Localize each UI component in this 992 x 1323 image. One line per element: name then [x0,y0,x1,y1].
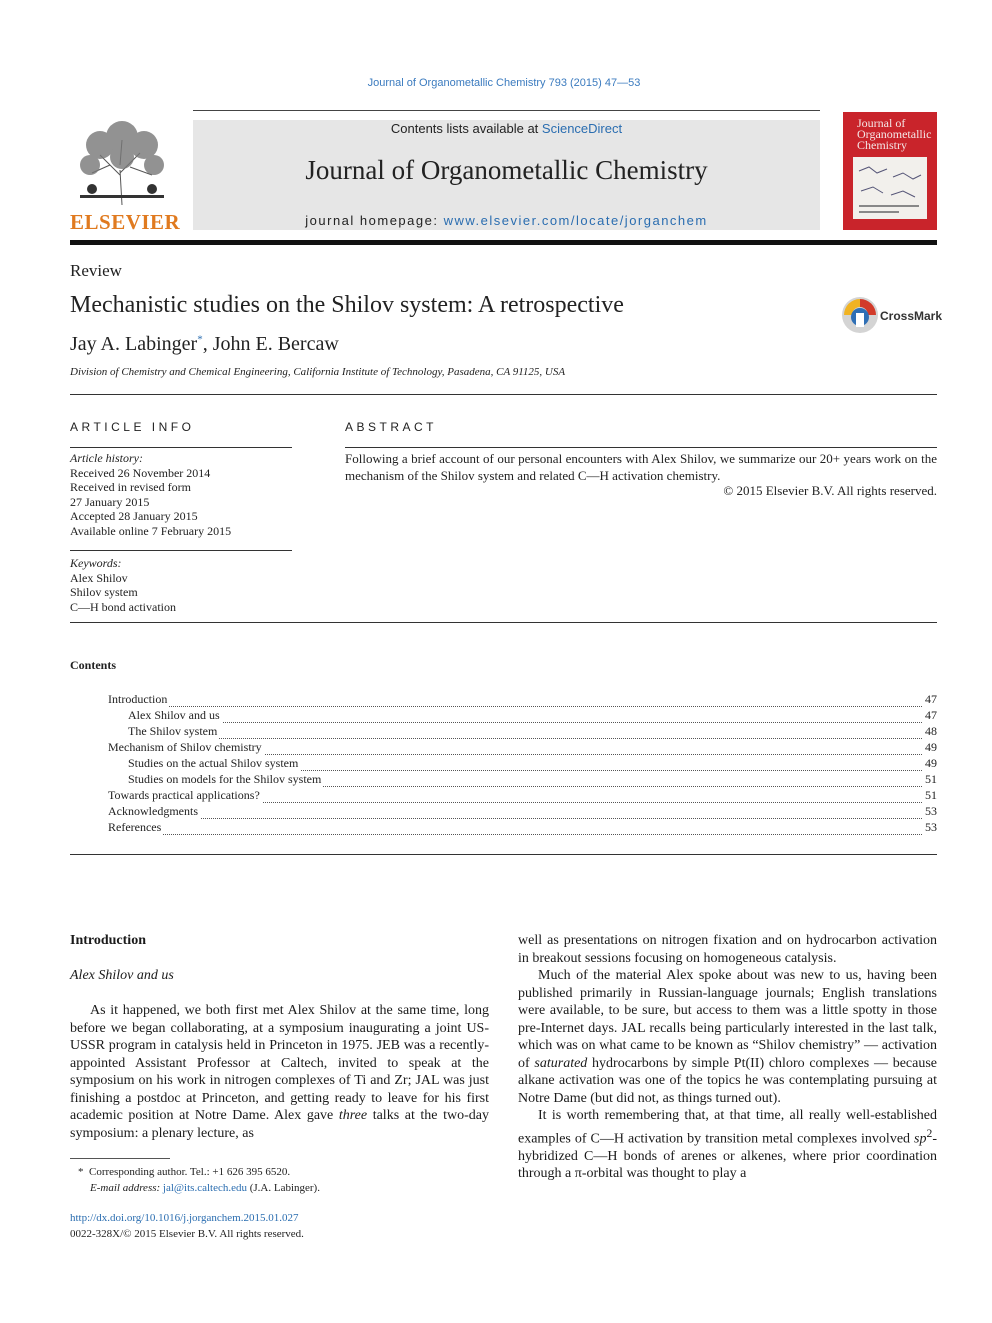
toc-label[interactable]: Studies on the actual Shilov system [128,756,299,770]
toc-entry-introduction[interactable] [0,692,992,708]
homepage-link[interactable]: www.elsevier.com/locate/jorganchem [443,213,708,228]
header-thick-rule [70,240,937,245]
toc-leader [130,724,922,739]
doi-link[interactable]: http://dx.doi.org/10.1016/j.jorganchem.2015.01.027 [70,1212,299,1224]
footnote-corresponding [78,1164,320,1180]
paragraph [70,1002,489,1142]
toc-leader [110,692,922,707]
text-run: It is worth remembering that, at that time, all really well-established examples of C—H activation by transition metal complexes involved [518,1108,937,1147]
footnote-mark: * [78,1166,84,1178]
toc-entry-applications[interactable] [0,788,992,804]
doi-block [70,1210,304,1242]
keyword-item: Shilov system [70,585,138,599]
toc-page: 53 [925,820,937,834]
email-label: E-mail address: [90,1182,163,1194]
table-of-contents [0,692,992,842]
emphasis: three [338,1108,368,1123]
toc-entry-references[interactable] [0,820,992,836]
journal-cover-thumbnail [843,112,937,230]
toc-label[interactable]: Acknowledgments [108,804,198,818]
toc-label[interactable]: Studies on models for the Shilov system [128,772,322,786]
sciencedirect-link[interactable]: ScienceDirect [541,121,623,136]
history-received: Received 26 November 2014 [70,465,211,480]
toc-page: 51 [925,788,937,802]
paragraph [518,967,937,1107]
toc-entry-mechanism[interactable] [0,740,992,756]
toc-page: 47 [925,708,937,722]
toc-entry-actual-system[interactable] [0,756,992,772]
cover-graphic [853,157,927,219]
toc-entry-shilov-system[interactable] [0,724,992,740]
toc-label[interactable]: Introduction [108,692,168,706]
toc-page: 48 [925,724,937,738]
article-info-rule [70,447,292,448]
keywords [70,556,292,614]
crossmark-label[interactable]: CrossMark [880,309,943,323]
journal-title: Journal of Organometallic Chemistry [305,155,708,185]
history-accepted: Accepted 28 January 2015 [70,509,198,523]
toc-label[interactable]: The Shilov system [128,724,218,738]
text-run: As it happened, we both first met Alex Shilov at the same time, long before we began collaborating, at a symposium inaugurating a joint US-USSR program in catalysis held in Princeton in 1975. JEB was a recently-appointed Assistant Professor at Caltech, invited to speak at the symposium on his work in nitrogen complexes of Ti and Zr; JAL was just finishing a postdoc at Princeton, and getting ready to leave for his first academic position at Notre Dame. Alex gave [70,1003,489,1123]
contents-prefix: Contents lists available at [390,121,542,136]
toc-label[interactable]: References [108,820,162,834]
affiliation: Division of Chemistry and Chemical Engineering, California Institute of Technology, Pasadena, CA 91125, USA [70,366,566,378]
toc-leader [110,804,922,819]
author-list [70,333,339,356]
cover-title: Journal of Organometallic Chemistry [857,116,932,152]
journal-citation[interactable]: Journal of Organometallic Chemistry 793 (2015) 47—53 [367,77,641,89]
paper-title: Mechanistic studies on the Shilov system: A retrospective [70,292,624,318]
text-run: talks at the two-day symposium: a plenary lecture, as [70,1108,489,1141]
contents-divider [70,854,937,855]
text-run: -hybridized C—H bonds of arenes or alkenes, where prior coordination through a π-orbital was thought to play a [518,1131,937,1182]
author-bercaw[interactable]: John E. Bercaw [212,333,339,355]
article-history [70,451,292,538]
subsection-heading: Alex Shilov and us [70,968,174,983]
toc-page: 49 [925,756,937,770]
toc-page: 47 [925,692,937,706]
article-info-heading: ARTICLE INFO [70,420,195,434]
toc-leader [110,820,922,835]
footnote [78,1164,320,1196]
text-run: hydrocarbons by simple Pt(II) chloro complexes — because alkane activation was one of the topics he was contemplating pursuing at Notre Dame (but did not, as things turned out). [518,1055,937,1106]
footnote-rule [70,1158,170,1159]
email-link[interactable]: jal@its.caltech.edu [162,1182,247,1194]
abstract-rule [345,447,937,448]
title-divider [70,394,937,395]
text-run: Much of the material Alex spoke about was new to us, having been published primarily in Russian-language journals; English translations were available, to be sure, but access to them was a little spotty in those pre-Internet days. JAL recalls being particularly interested in the last talk, which was on what came to be known as “Shilov chemistry” — activation of [518,968,937,1071]
keywords-rule [70,550,292,551]
toc-entry-alex-shilov[interactable] [0,708,992,724]
toc-leader [130,708,922,723]
email-suffix: (J.A. Labinger). [246,1182,320,1194]
toc-page: 49 [925,740,937,754]
contents-availability [193,121,820,136]
toc-page: 51 [925,772,937,786]
author-separator: , [202,333,213,355]
toc-label[interactable]: Towards practical applications? [108,788,260,802]
info-divider [70,622,937,623]
footnote-email [78,1180,320,1196]
journal-homepage [193,213,820,228]
abstract-heading: ABSTRACT [345,420,438,434]
toc-entry-models[interactable] [0,772,992,788]
section-heading-introduction: Introduction [70,933,146,948]
corresponding-author-mark[interactable]: * [197,333,203,346]
article-type: Review [70,261,122,280]
paragraph: well as presentations on nitrogen fixation and on hydrocarbon activation in breakout sessions focusing on homogeneous catalysis. [518,933,937,966]
toc-page: 53 [925,804,937,818]
toc-label[interactable]: Alex Shilov and us [128,708,220,722]
footnote-text: Corresponding author. Tel.: +1 626 395 6520. [89,1166,291,1178]
abstract-text: Following a brief account of our personal encounters with Alex Shilov, we summarize our 20+ years work on the mechanism of the Shilov system and related C—H activation chemistry. [345,451,937,483]
toc-label[interactable]: Mechanism of Shilov chemistry [108,740,262,754]
homepage-prefix: journal homepage: [305,213,444,228]
author-labinger[interactable]: Jay A. Labinger [70,333,198,355]
header-rule [193,110,820,111]
keywords-label: Keywords: [70,556,122,570]
history-online: Available online 7 February 2015 [70,523,232,538]
abstract-copyright: © 2015 Elsevier B.V. All rights reserved. [723,483,937,498]
keyword-item: Alex Shilov [70,570,128,585]
elsevier-wordmark: ELSEVIER [70,210,181,234]
toc-entry-acknowledgments[interactable] [0,804,992,820]
emphasis: saturated [534,1055,588,1071]
keyword-item: C—H bond activation [70,599,176,614]
history-revised-label: Received in revised form [70,480,191,494]
contents-heading: Contents [70,658,117,672]
paragraph [518,1107,937,1183]
superscript: 2 [926,1126,933,1140]
emphasis: sp [914,1131,927,1147]
body-left-column [70,1002,489,1142]
history-label: Article history: [70,451,143,465]
crossmark-icon [840,295,880,335]
history-revised-date: 27 January 2015 [70,494,150,509]
issn-copyright: 0022-328X/© 2015 Elsevier B.V. All rights reserved. [70,1228,304,1240]
body-right-column [518,932,937,1183]
